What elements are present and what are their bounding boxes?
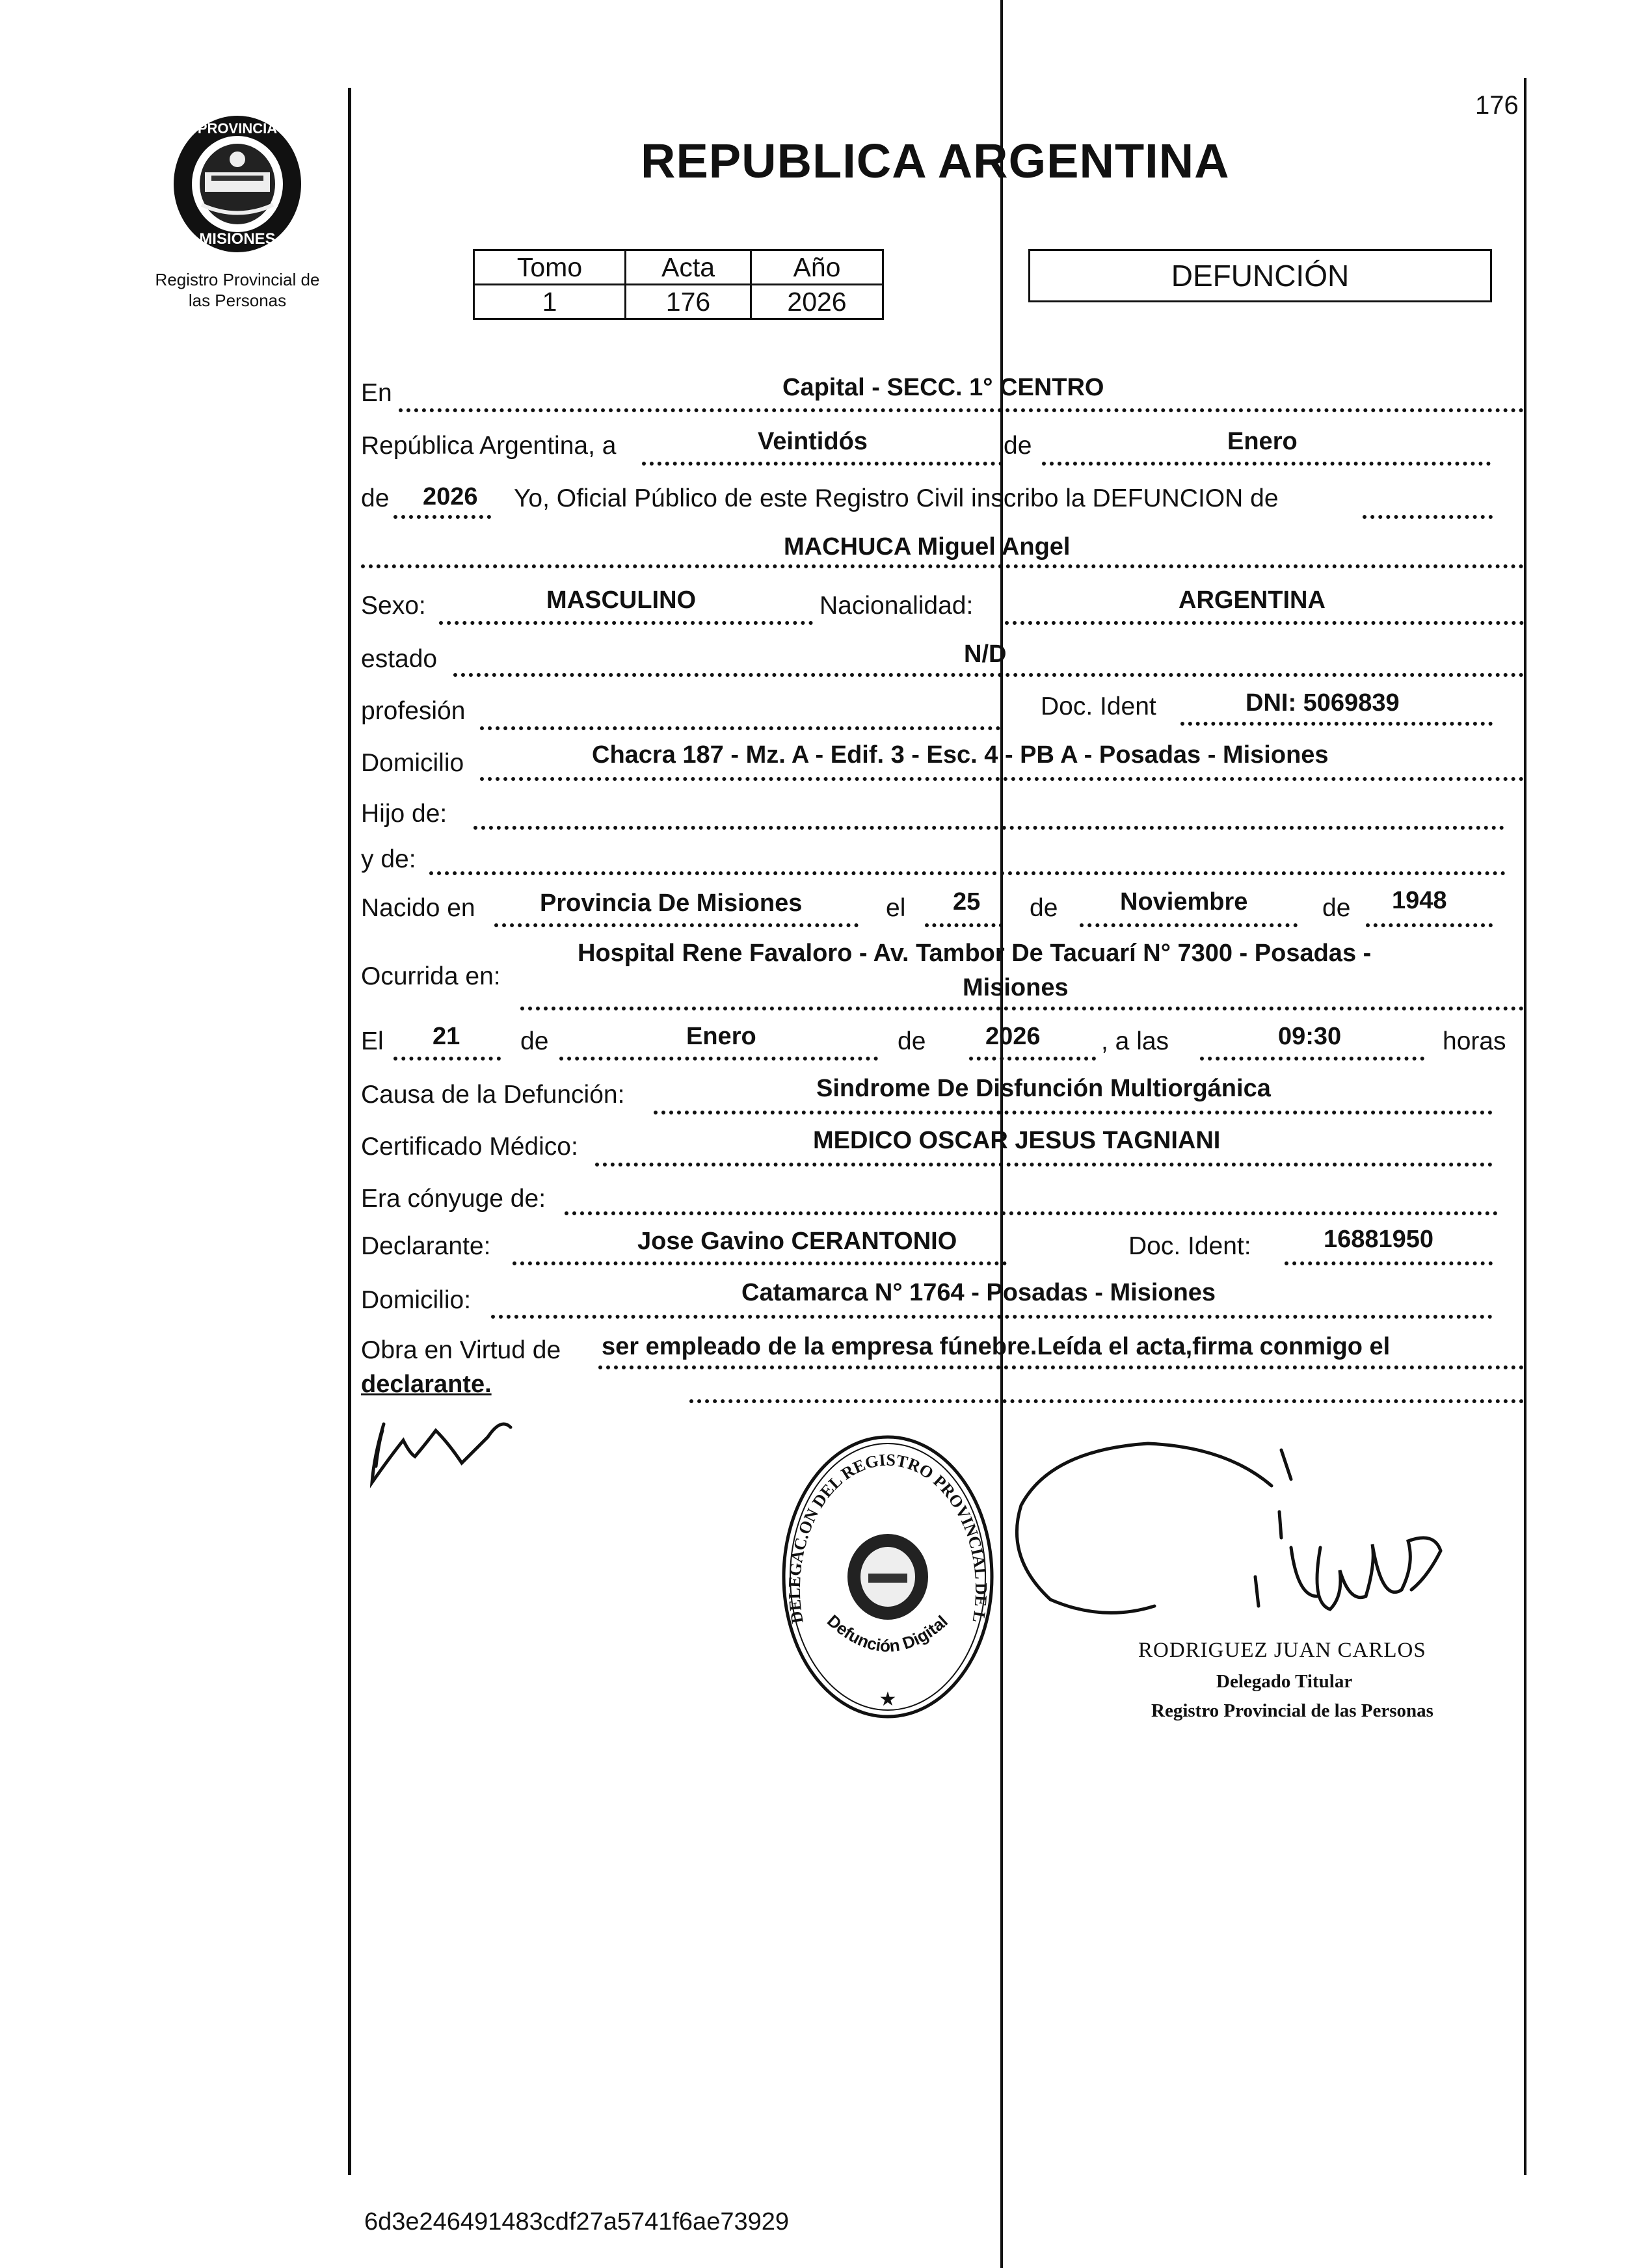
nacionalidad-dotted-line xyxy=(1005,621,1524,625)
decl-doc-dotted-line xyxy=(1285,1261,1493,1265)
a-las-label: , a las xyxy=(1101,1027,1169,1055)
nacido-label: Nacido en xyxy=(361,894,475,922)
sexo-dotted-line xyxy=(439,621,813,625)
de-label-3: de xyxy=(1030,894,1058,922)
page-title: REPUBLICA ARGENTINA xyxy=(641,134,1230,188)
month-dotted-line xyxy=(1042,462,1491,466)
profesion-dotted-line xyxy=(480,726,1000,730)
tomo-header: Tomo xyxy=(474,250,626,285)
certificado-dotted-line xyxy=(595,1163,1493,1167)
decl-domicilio-dotted-line xyxy=(491,1315,1493,1319)
nacido-mes-dotted-line xyxy=(1080,923,1298,927)
nacido-mes: Noviembre xyxy=(1120,888,1248,916)
doc-value: DNI: 5069839 xyxy=(1246,689,1400,717)
estado-label: estado xyxy=(361,645,438,673)
right-margin-rule xyxy=(1524,78,1526,2175)
decl-doc-value: 16881950 xyxy=(1324,1226,1434,1253)
muerte-mes-dotted-line xyxy=(559,1057,878,1061)
nacido-dia-dotted-line xyxy=(925,923,1003,927)
svg-text:PROVINCIA: PROVINCIA xyxy=(197,120,278,137)
nacido-anio: 1948 xyxy=(1392,887,1447,914)
doc-label: Doc. Ident xyxy=(1041,692,1156,720)
day-words: Veintidós xyxy=(758,428,868,455)
certificado-label: Certificado Médico: xyxy=(361,1133,578,1161)
month: Enero xyxy=(1227,428,1298,455)
record-type-box: DEFUNCIÓN xyxy=(1028,249,1492,302)
de-label-5: de xyxy=(520,1027,549,1055)
acta-value: 176 xyxy=(626,285,751,319)
causa-label: Causa de la Defunción: xyxy=(361,1081,625,1109)
official-office: Registro Provincial de las Personas xyxy=(1151,1700,1433,1721)
svg-text:Defunción Digital: Defunción Digital xyxy=(823,1611,952,1656)
official-signature xyxy=(1011,1408,1467,1671)
registry-logo xyxy=(166,107,309,257)
misiones-shield-icon xyxy=(166,107,309,257)
muerte-hora: 09:30 xyxy=(1278,1023,1342,1050)
obra-dotted-line-2 xyxy=(689,1399,1524,1403)
official-role: Delegado Titular xyxy=(1216,1671,1353,1692)
registry-seal-icon xyxy=(777,1427,998,1726)
republica-label: República Argentina, a xyxy=(361,432,617,460)
de-label-6: de xyxy=(898,1027,926,1055)
tomo-value: 1 xyxy=(474,285,626,319)
obra-dotted-line xyxy=(598,1365,1524,1369)
official-seal xyxy=(777,1427,998,1730)
muerte-anio-dotted-line xyxy=(969,1057,1096,1061)
muerte-anio: 2026 xyxy=(985,1023,1041,1050)
sexo-label: Sexo: xyxy=(361,592,426,620)
decl-domicilio-label: Domicilio: xyxy=(361,1286,472,1314)
obra-value: ser empleado de la empresa fúnebre.Leída el acta,firma conmigo el xyxy=(602,1333,1391,1360)
muerte-dia: 21 xyxy=(433,1023,460,1050)
nacido-anio-dotted-line xyxy=(1366,923,1493,927)
nacionalidad-label: Nacionalidad: xyxy=(820,592,974,620)
muerte-dia-dotted-line xyxy=(393,1057,501,1061)
ocurrida-line1: Hospital Rene Favaloro - Av. Tambor De Tacuarí N° 7300 - Posadas - xyxy=(578,940,1372,967)
year-dotted-line xyxy=(393,515,491,519)
causa-dotted-line xyxy=(654,1111,1493,1114)
ocurrida-dotted-line xyxy=(520,1007,1524,1010)
left-margin-rule xyxy=(348,88,351,2175)
svg-text:MISIONES: MISIONES xyxy=(199,230,276,248)
ocurrida-label: Ocurrida en: xyxy=(361,962,501,990)
en-value: Capital - SECC. 1° CENTRO xyxy=(782,374,1104,401)
anio-header: Año xyxy=(751,250,883,285)
hijo-label: Hijo de: xyxy=(361,800,447,828)
year: 2026 xyxy=(423,483,478,510)
yde-label: y de: xyxy=(361,845,416,873)
el-label: el xyxy=(886,894,906,922)
decl-domicilio-value: Catamarca N° 1764 - Posadas - Misiones xyxy=(741,1279,1216,1306)
day-dotted-line xyxy=(642,462,1003,466)
declarant-signature xyxy=(364,1404,533,1499)
de-label: de xyxy=(1004,432,1032,460)
horas-label: horas xyxy=(1443,1027,1506,1055)
nacido-lugar: Provincia De Misiones xyxy=(540,890,803,917)
obra-value-2: declarante. xyxy=(361,1371,492,1398)
doc-dotted-line xyxy=(1180,722,1493,726)
svg-text:DELEGAC.ON DEL REGISTRO PROVIN: DELEGAC.ON DEL REGISTRO PROVINCIAL DE L xyxy=(784,1450,991,1625)
declarante-label: Declarante: xyxy=(361,1232,491,1260)
muerte-mes: Enero xyxy=(686,1023,756,1050)
deceased-name: MACHUCA Miguel Angel xyxy=(784,533,1071,560)
nacido-dia: 25 xyxy=(953,888,981,916)
en-dotted-line xyxy=(399,408,1524,412)
nacido-lugar-dotted-line xyxy=(494,923,859,927)
hora-dotted-line xyxy=(1200,1057,1424,1061)
declarante-dotted-line xyxy=(513,1261,1007,1265)
de-label-4: de xyxy=(1322,894,1351,922)
svg-text:★: ★ xyxy=(879,1689,897,1710)
anio-value: 2026 xyxy=(751,285,883,319)
causa-value: Sindrome De Disfunción Multiorgánica xyxy=(816,1075,1271,1102)
ocurrida-line2: Misiones xyxy=(963,974,1069,1001)
name-dotted-line xyxy=(361,564,1524,568)
conyuge-dotted-line xyxy=(565,1211,1498,1215)
profesion-label: profesión xyxy=(361,697,466,725)
decl-doc-label: Doc. Ident: xyxy=(1128,1232,1251,1260)
de-label-2: de xyxy=(361,484,390,512)
logo-caption: Registro Provincial de las Personas xyxy=(155,270,320,310)
inscribo-dotted-line xyxy=(1363,515,1493,519)
obra-label: Obra en Virtud de xyxy=(361,1336,561,1364)
domicilio-value: Chacra 187 - Mz. A - Edif. 3 - Esc. 4 - PB A - Posadas - Misiones xyxy=(592,741,1329,769)
hijo-dotted-line xyxy=(473,826,1504,830)
nacionalidad-value: ARGENTINA xyxy=(1179,587,1326,614)
certificado-value: MEDICO OSCAR JESUS TAGNIANI xyxy=(813,1127,1221,1154)
page-number: 176 xyxy=(1475,91,1519,120)
inscribo-text: Yo, Oficial Público de este Registro Civil inscribo la DEFUNCION de xyxy=(514,484,1279,512)
record-table xyxy=(473,249,884,320)
conyuge-label: Era cónyuge de: xyxy=(361,1185,546,1213)
estado-dotted-line xyxy=(453,673,1524,677)
el-cap-label: El xyxy=(361,1027,384,1055)
yde-dotted-line xyxy=(429,871,1506,875)
declarante-value: Jose Gavino CERANTONIO xyxy=(637,1228,957,1255)
document-hash: 6d3e246491483cdf27a5741f6ae73929 xyxy=(364,2208,789,2235)
sexo-value: MASCULINO xyxy=(546,587,697,614)
estado-value: N/D xyxy=(964,640,1007,668)
domicilio-dotted-line xyxy=(480,777,1524,781)
domicilio-label: Domicilio xyxy=(361,749,464,777)
acta-header: Acta xyxy=(626,250,751,285)
official-name: RODRIGUEZ JUAN CARLOS xyxy=(1138,1639,1426,1662)
en-label: En xyxy=(361,379,392,407)
